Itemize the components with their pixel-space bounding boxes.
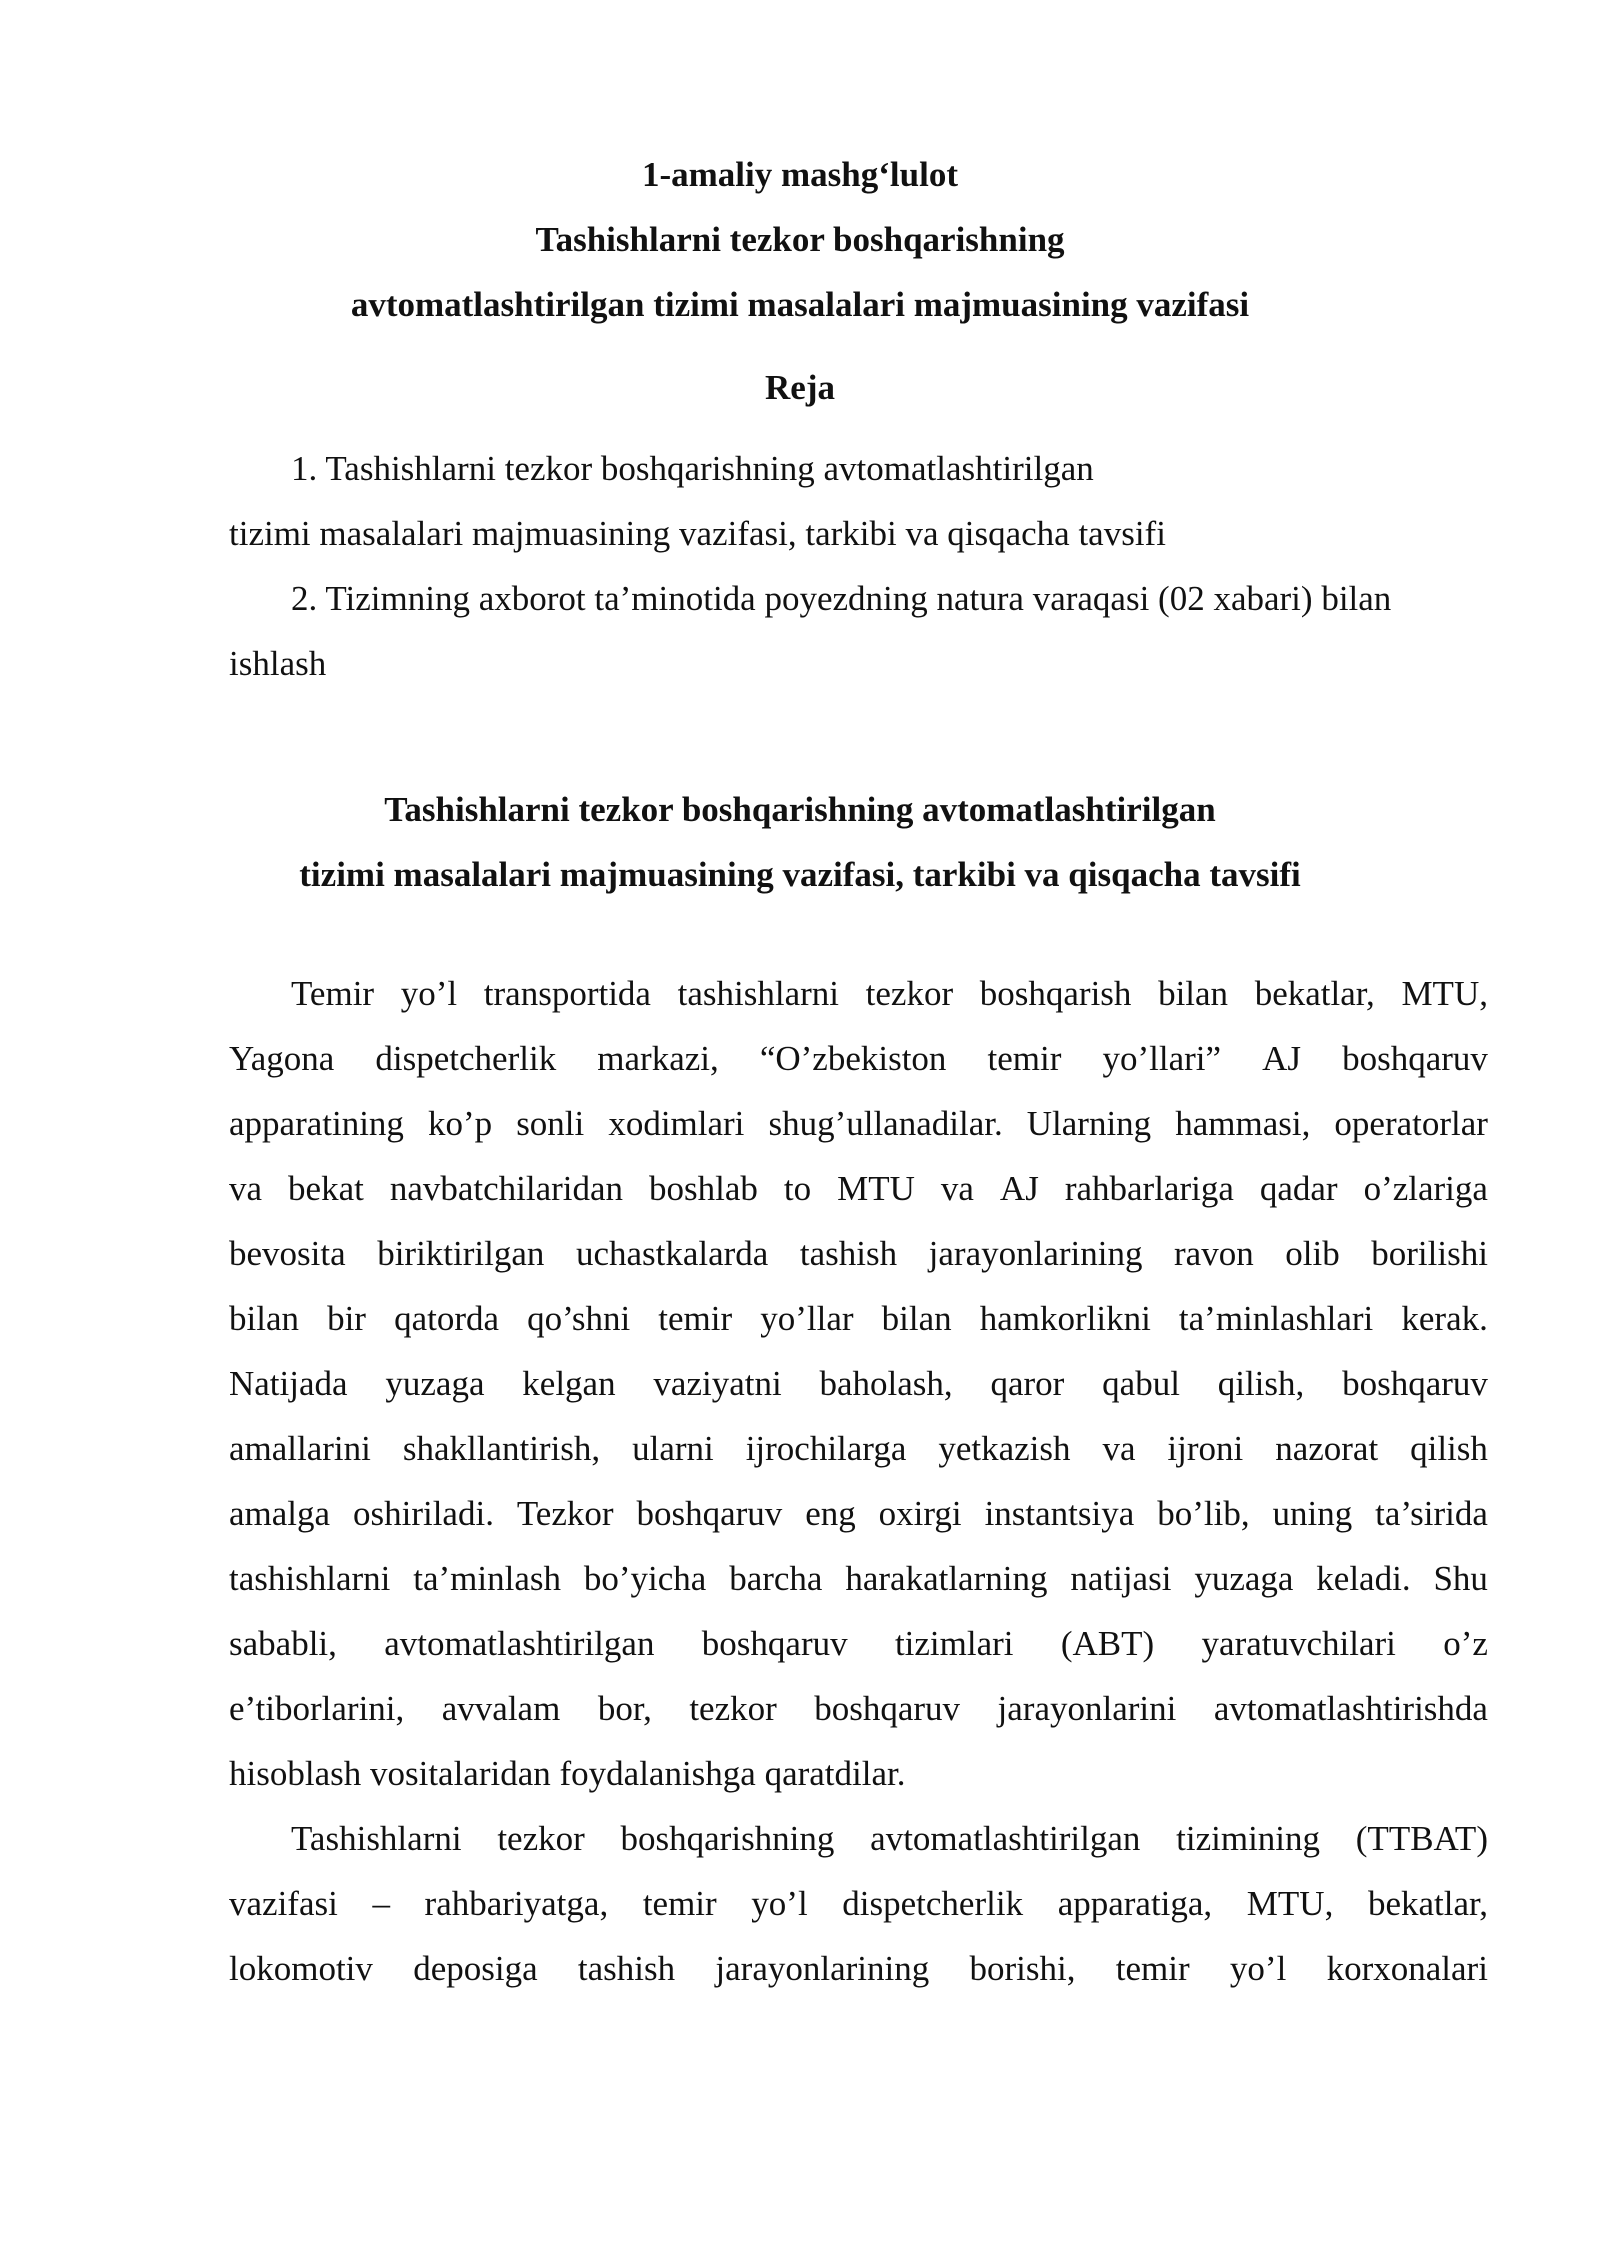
paragraph1-line: e’tiborlarini, avvalam bor, tezkor boshqaruv jarayonlarini avtomatlashtirishda (229, 1689, 1488, 1728)
paragraph1-line: apparatining ko’p sonli xodimlari shug’ullanadilar. Ularning hammasi, operatorlar (229, 1104, 1488, 1143)
paragraph1-line: va bekat navbatchilaridan boshlab to MTU va AJ rahbarlariga qadar o’zlariga (229, 1169, 1488, 1208)
plan-heading: Reja (765, 368, 835, 407)
section-title-line-2: tizimi masalalari majmuasining vazifasi, tarkibi va qisqacha tavsifi (299, 855, 1301, 894)
paragraph1-line: Yagona dispetcherlik markazi, “O’zbekiston temir yo’llari” AJ boshqaruv (229, 1039, 1488, 1078)
paragraph2-line: vazifasi – rahbariyatga, temir yo’l dispetcherlik apparatiga, MTU, bekatlar, (229, 1884, 1488, 1923)
paragraph1-line: amalga oshiriladi. Tezkor boshqaruv eng oxirgi instantsiya bo’lib, uning ta’sirida (229, 1494, 1488, 1533)
plan-item-1-line-1: 1. Tashishlarni tezkor boshqarishning avtomatlashtirilgan (291, 449, 1094, 488)
title-line-1: Tashishlarni tezkor boshqarishning (535, 220, 1065, 259)
section-title-line-1: Tashishlarni tezkor boshqarishning avtomatlashtirilgan (384, 790, 1216, 829)
plan-item-2-line-1: 2. Tizimning axborot ta’minotida poyezdning natura varaqasi (02 xabari) bilan (291, 579, 1392, 618)
paragraph1-line: tashishlarni ta’minlash bo’yicha barcha harakatlarning natijasi yuzaga keladi. Shu (229, 1559, 1488, 1598)
practical-number-heading: 1-amaliy mashg‘lulot (642, 155, 958, 194)
paragraph1-line: bilan bir qatorda qo’shni temir yo’llar bilan hamkorlikni ta’minlashlari kerak. (229, 1299, 1488, 1338)
paragraph1-line: Temir yo’l transportida tashishlarni tezkor boshqarish bilan bekatlar, MTU, (291, 974, 1488, 1013)
plan-item-2-line-2: ishlash (229, 644, 327, 683)
paragraph2-line: Tashishlarni tezkor boshqarishning avtomatlashtirilgan tizimining (TTBAT) (291, 1819, 1488, 1858)
paragraph1-line: bevosita biriktirilgan uchastkalarda tashish jarayonlarining ravon olib borilishi (229, 1234, 1488, 1273)
paragraph1-line: hisoblash vositalaridan foydalanishga qaratdilar. (229, 1754, 906, 1793)
paragraph2-line: lokomotiv deposiga tashish jarayonlarining borishi, temir yo’l korxonalari (229, 1949, 1488, 1988)
plan-item-1-line-2: tizimi masalalari majmuasining vazifasi, tarkibi va qisqacha tavsifi (229, 514, 1166, 553)
paragraph1-line: Natijada yuzaga kelgan vaziyatni baholash, qaror qabul qilish, boshqaruv (229, 1364, 1488, 1403)
paragraph1-line: amallarini shakllantirish, ularni ijrochilarga yetkazish va ijroni nazorat qilish (229, 1429, 1488, 1468)
paragraph1-line: sababli, avtomatlashtirilgan boshqaruv tizimlari (ABT) yaratuvchilari o’z (229, 1624, 1488, 1663)
title-line-2: avtomatlashtirilgan tizimi masalalari majmuasining vazifasi (350, 285, 1250, 324)
